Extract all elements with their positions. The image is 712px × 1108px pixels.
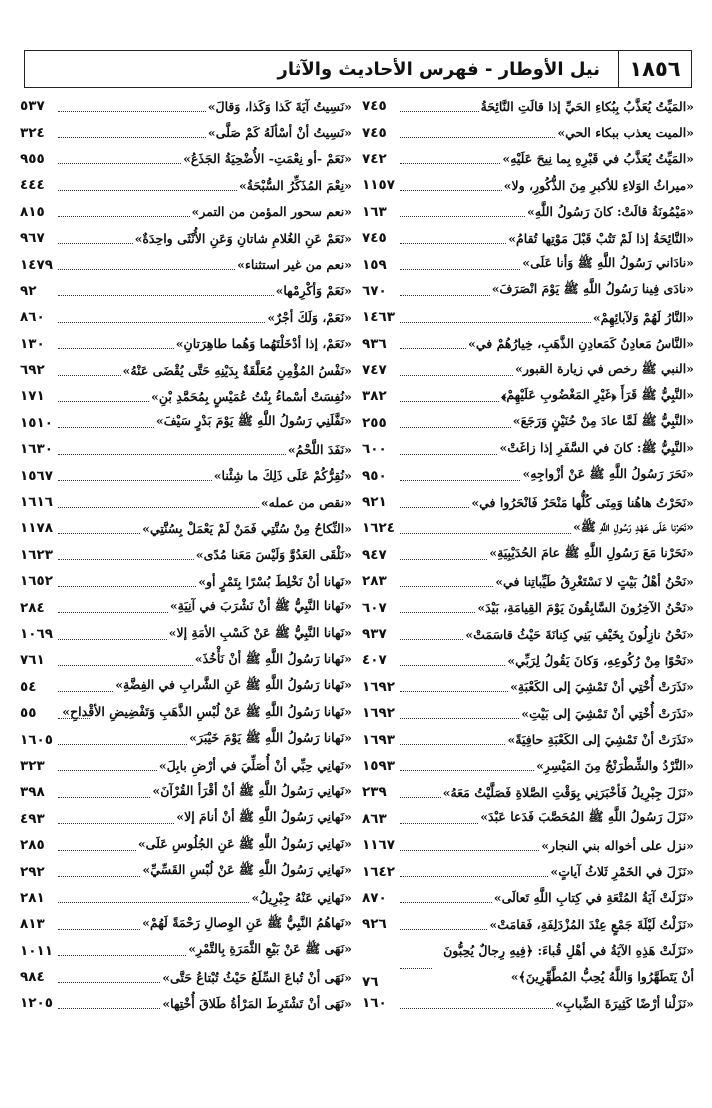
entry-page-number: ٩٨٤: [20, 969, 45, 986]
leader-dots: [400, 401, 499, 402]
index-entry: [362, 542, 694, 568]
leader-dots: [58, 348, 174, 349]
entry-text: «نَزَلَ في الخَمْرِ ثَلاثُ آياتٍ»: [550, 864, 694, 880]
leader-dots: [400, 111, 479, 112]
entry-text: «نَحَرَ رَسُولُ اللَّهِ ﷺ عَنْ أزْواجِهِ»: [522, 466, 694, 482]
index-entry: [20, 225, 352, 251]
leader-dots: [58, 612, 168, 613]
leader-dots: [58, 797, 150, 798]
leader-dots: [58, 559, 194, 560]
index-entry: [20, 542, 352, 568]
entry-page-number: ١٥٩٣: [362, 757, 395, 774]
leader-dots: [400, 850, 539, 851]
leader-dots: [58, 216, 190, 217]
leader-dots: [58, 427, 154, 428]
entry-text: «نَذَرَتْ أُخْتِي أنْ تَمْشِيَ إلى بَيْتِ»: [521, 705, 694, 721]
page-number: ١٨٥٦: [618, 51, 691, 87]
entry-page-number: ١٦٣: [362, 203, 387, 220]
entry-page-number: ١٦٣٠: [20, 441, 53, 458]
entry-page-number: ٣٢٤: [20, 124, 45, 141]
entry-text: «نَحْنُ الآخِرُونَ السَّابِقُونَ يَوْمَ القِيامَةِ، بَيْدَ»: [477, 600, 694, 616]
entry-text: «نَهانِي حِبِّي أنْ أُصَلِّيَ في أرْضِ بابِلَ»: [158, 758, 352, 774]
entry-page-number: ١٥١٠: [20, 414, 53, 431]
entry-text: «نَذَرَتْ أُخْتِي أنْ تَمْشِيَ إلى الكَعْبَةِ»: [510, 679, 694, 695]
entry-page-number: ٩٢: [20, 282, 37, 299]
entry-page-number: ١٦٩٣: [362, 731, 395, 748]
index-entry: [362, 858, 694, 884]
entry-page-number: ١٦٥٢: [20, 573, 53, 590]
leader-dots: [400, 454, 497, 455]
entry-page-number: ٤٩٣: [20, 810, 45, 827]
entry-page-number: ٨١٣: [20, 916, 45, 933]
entry-text: «نَفَدَ اللَّحْمُ»: [287, 441, 352, 457]
index-entry: [20, 410, 352, 436]
entry-page-number: ٨٦٠: [20, 309, 45, 326]
entry-text: «نعم من غير استثناء»: [237, 257, 352, 273]
index-entry: [362, 674, 694, 700]
index-entry: [362, 357, 694, 383]
leader-dots: [58, 295, 274, 296]
index-entry: [20, 489, 352, 515]
entry-page-number: ٩٥٠: [362, 467, 387, 484]
leader-dots: [400, 375, 513, 376]
index-entry: [362, 436, 694, 462]
index-entry: [362, 304, 694, 330]
entry-text: «النَّبِيُّ ﷺ لَمَّا عادَ مِنْ حُنَيْنٍ وَرَجَعَ»: [512, 413, 694, 429]
index-entry: [20, 383, 352, 409]
entry-text: «المَيِّتُ يُعَذَّبُ بِبُكاءِ الحَيِّ إذا قالَتِ النَّائِحَةُ: [480, 98, 694, 114]
entry-text: «نَهَى ﷺ عَنْ بَيْعِ الثَّمَرَةِ بِالتَّمْرِ»: [188, 941, 352, 957]
entry-text: «نَزَلَتْ آيَةُ المُتْعَةِ في كِتابِ اللَّهِ تَعالَى»: [493, 890, 694, 906]
index-entry: [362, 726, 694, 752]
entry-text: «النَّائِحَةُ إذا لَمْ تَتُبْ قَبْلَ مَوْتِها تُقامُ»: [508, 230, 694, 246]
index-entry: [362, 146, 694, 172]
entry-page-number: ٨٧٠: [362, 889, 387, 906]
index-entry: [20, 911, 352, 937]
index-entry: [20, 858, 352, 884]
index-entry: [20, 674, 352, 700]
leader-dots: [400, 639, 463, 640]
leader-dots: [58, 850, 136, 851]
entry-page-number: ١٦٢٣: [20, 546, 53, 563]
entry-text: «نُقِرُّكُمْ عَلَى ذَلِكَ ما شِئْنا»: [213, 468, 352, 484]
index-entry: [20, 568, 352, 594]
entry-text: «نَهانا أنْ نَخْلِطَ بُسْرًا بِتَمْرٍ أو»: [198, 573, 352, 589]
entry-page-number: ٩٣٧: [362, 626, 387, 642]
leader-dots: [400, 480, 520, 481]
entry-text: «نَزَلَتْ هَذِهِ الآيَةُ في أهْلِ قُباءَ: ﴿فِيهِ رِجالٌ يُحِبُّونَ أنْ يَتَطَهَّرُوا وَاللَّهُ يُحِبُّ المُطَّهِّرِينَ﴾»: [443, 943, 694, 985]
entry-text: «نَعَمْ عَنِ الغُلامِ شاتانِ وَعَنِ الأُنْثَى واحِدَةٌ»: [134, 230, 352, 246]
index-entry: [362, 199, 694, 225]
entry-text: «نَفْسُ المُؤْمِنِ مُعَلَّقَةٌ بِدَيْنِهِ حَتَّى يُقْضَى عَنْهُ»: [122, 362, 352, 378]
entry-page-number: ١٦٢٤: [362, 520, 395, 537]
entry-page-number: ٩٢٦: [362, 916, 387, 933]
leader-dots: [400, 533, 571, 534]
entry-page-number: ٢٨٤: [20, 599, 45, 616]
index-entry: [20, 199, 352, 225]
entry-page-number: ٣٩٨: [20, 784, 45, 801]
leader-dots: [400, 797, 441, 798]
entry-text: «نَذَرَتْ أنْ تَمْشِيَ إلى الكَعْبَةِ حافِيَةً»: [507, 732, 694, 748]
index-entry: [20, 621, 352, 647]
index-entry: [362, 489, 694, 515]
index-entry: [362, 806, 694, 832]
entry-text: «النِّكاحُ مِنْ سُنَّتِي فَمَنْ لَمْ يَعْمَلْ بِسُنَّتِي»: [142, 520, 352, 536]
entry-page-number: ٨٦٣: [362, 810, 387, 827]
index-entry: [20, 119, 352, 145]
leader-dots: [400, 137, 555, 138]
entry-page-number: ٧٤٥: [362, 124, 387, 141]
leader-dots: [400, 770, 534, 771]
entry-text: «نَعَمْ، وَلَكَ أجْرٌ»: [267, 309, 352, 325]
index-column-right: [362, 93, 694, 1017]
entry-page-number: ٢٥٥: [362, 414, 387, 431]
leader-dots: [400, 322, 591, 323]
leader-dots: [58, 823, 174, 824]
leader-dots: [58, 718, 90, 719]
index-entry: [362, 753, 694, 779]
entry-text: «نَهانا النَّبِيُّ ﷺ أنْ نَشْرَبَ في آنِيَةِ»: [169, 598, 352, 614]
entry-text: «المَيِّتُ يُعَذَّبُ في قَبْرِهِ بِما نِيحَ عَلَيْهِ»: [502, 151, 694, 167]
entry-page-number: ١٣٠: [20, 335, 45, 352]
entry-page-number: ٧٤٢: [362, 150, 387, 167]
index-entry: [20, 331, 352, 357]
index-entry: [20, 832, 352, 858]
leader-dots: [400, 559, 487, 560]
index-entry: [20, 938, 352, 964]
index-entry: [20, 885, 352, 911]
index-entry: [362, 515, 694, 541]
entry-page-number: ٧٤٧: [362, 362, 387, 379]
leader-dots: [58, 876, 140, 877]
entry-text: «نَهَى أنْ تُباعَ السِّلَعُ حَيْثُ تُبْتاعُ حَتَّى»: [162, 969, 352, 985]
entry-page-number: ١٦٩٢: [362, 705, 395, 722]
leader-dots: [400, 295, 490, 296]
leader-dots: [58, 955, 186, 956]
leader-dots: [400, 612, 475, 613]
leader-dots: [58, 137, 206, 138]
entry-page-number: ٦٩٢: [20, 362, 45, 379]
index-entry: [20, 172, 352, 198]
entry-page-number: ٢٩٢: [20, 863, 45, 880]
index-entry: [362, 700, 694, 726]
index-entry: [20, 594, 352, 620]
index-entry: [20, 304, 352, 330]
index-entry: [20, 278, 352, 304]
entry-page-number: ٥٥: [20, 705, 37, 722]
page-title: نيل الأوطار - فهرس الأحاديث والآثار: [277, 58, 600, 80]
index-entry: [20, 93, 352, 119]
index-entry: [362, 383, 694, 409]
entry-text: «نَعَمْ وَأكْرِمْها»: [275, 283, 352, 299]
entry-text: «نَهانِي رَسُولُ اللَّهِ ﷺ أنْ أنامَ إلا»: [176, 809, 352, 825]
index-entry: [20, 515, 352, 541]
entry-text: «نَهانِي رَسُولُ اللَّهِ ﷺ أنْ أقْرَأ القُرْآنَ»: [152, 782, 352, 798]
entry-page-number: ٩٢١: [362, 494, 387, 511]
index-entry: [362, 832, 694, 858]
leader-dots: [58, 243, 133, 244]
entry-text: «نَهَى أنْ تَشْتَرِطَ المَرْأةُ طَلاقَ أُخْتِها»: [162, 995, 352, 1011]
index-entry: [362, 410, 694, 436]
index-entry: [362, 911, 694, 937]
index-entry: [20, 700, 352, 726]
index-entry: [362, 278, 694, 304]
index-entry: [362, 251, 694, 277]
entry-text: «النَّبِيُّ ﷺ قَرَأَ ﴿غَيْرِ المَغْضُوبِ عَلَيْهِمْ﴾: [501, 386, 694, 402]
leader-dots: [400, 269, 520, 270]
entry-text: «نَحَرْنا عَلَى عَهْدِ رَسُولِ اللَّهِ ﷺ»: [572, 518, 694, 534]
index-entry: [20, 964, 352, 990]
leader-dots: [58, 375, 121, 376]
entry-text: «نَحْنُ نازِلُونَ بِخَيْفِ بَنِي كِنانَةَ حَيْثُ قاسَمَتْ»: [465, 626, 694, 642]
entry-text: «نِعْمَ المُذَكِّرُ السُّبْحَةُ»: [238, 177, 352, 193]
leader-dots: [58, 586, 196, 587]
entry-page-number: ٢٨١: [20, 889, 45, 906]
index-entry: [20, 726, 352, 752]
entry-page-number: ٩٥٥: [20, 150, 45, 167]
entry-page-number: ٨١٥: [20, 203, 45, 220]
index-entry: [20, 806, 352, 832]
entry-text: «نُفِسَتْ أسْماءُ بِنْتُ عُمَيْسٍ بِمُحَمَّدِ بْنِ»: [151, 388, 352, 404]
index-column-left: [20, 93, 352, 1017]
leader-dots: [58, 507, 259, 508]
entry-page-number: ١٥٩: [362, 256, 387, 273]
leader-dots: [400, 586, 493, 587]
entry-text: «نَزَلْتُ لَيْلَةَ جَمْعٍ عِنْدَ المُزْدَلِفَةِ، فَقامَتْ»: [489, 916, 694, 932]
index-entry: [20, 753, 352, 779]
entry-text: «نَحْوًا مِنْ رُكُوعِهِ، وَكانَ يَقُولُ لِرَبِّي»: [507, 652, 694, 668]
leader-dots: [400, 507, 469, 508]
index-entry: [20, 647, 352, 673]
index-entry: [362, 621, 694, 647]
entry-text: «مَيْمُونَةُ قالَتْ: كانَ رَسُولُ اللَّهِ»: [527, 204, 694, 220]
entry-text: «نعم سحور المؤمن من التمر»: [191, 204, 352, 220]
entry-text: «النبي ﷺ رخص في زيارة القبور»: [515, 360, 694, 376]
entry-text: «نَهانِي عَنْهُ جِبْرِيلُ»: [251, 890, 352, 906]
entry-text: «الميت يعذب ببكاء الحي»: [557, 125, 694, 141]
entry-page-number: ٩٤٧: [362, 546, 387, 563]
leader-dots: [58, 454, 286, 455]
leader-dots: [400, 902, 492, 903]
index-entry: [20, 251, 352, 277]
entry-text: «نَزَلْنا أرْضًا كَثِيرَةَ الضِّبابِ»: [555, 995, 694, 1011]
leader-dots: [58, 929, 140, 930]
entry-text: «النَّاسُ مَعادِنُ كَمَعادِنِ الذَّهَبِ، خِيارُهُمْ في»: [468, 336, 694, 352]
index-entry: [20, 357, 352, 383]
leader-dots: [400, 190, 502, 191]
leader-dots: [400, 929, 487, 930]
leader-dots: [400, 1008, 553, 1009]
entry-text: «نَهانا رَسُولُ اللَّهِ ﷺ يَوْمَ خَيْبَرَ»: [189, 730, 352, 746]
entry-page-number: ١٥٦٧: [20, 467, 53, 484]
entry-page-number: ٣٢٣: [20, 757, 45, 774]
entry-text: «نَهانِي رَسُولُ اللَّهِ ﷺ عَنْ لُبْسِ القَسِّيِّ»: [142, 862, 352, 878]
index-entry: [362, 594, 694, 620]
index-entry: [20, 436, 352, 462]
entry-page-number: ٧٦: [362, 974, 379, 991]
index-entry: [362, 462, 694, 488]
leader-dots: [58, 744, 187, 745]
leader-dots: [400, 718, 519, 719]
leader-dots: [58, 163, 181, 164]
entry-page-number: ١٦٤٢: [362, 863, 395, 880]
entry-page-number: ١٦٠٥: [20, 731, 53, 748]
index-entry: [362, 885, 694, 911]
entry-text: «نادَى فِينا رَسُولُ اللَّهِ ﷺ يَوْمَ انْصَرَفَ»: [491, 281, 694, 297]
entry-text: «نَعَمْ -أو نِعْمَتِ- الأُضْحِيَةُ الجَذَعُ»: [183, 151, 352, 167]
index-entry: [362, 938, 694, 991]
entry-text: «نَهاهُمُ النَّبِيُّ ﷺ عَنِ الوِصالِ رَحْمَةً لَهُمْ»: [142, 914, 352, 930]
leader-dots: [400, 744, 505, 745]
entry-page-number: ١٦٠: [362, 995, 387, 1012]
entry-page-number: ١٤٧٩: [20, 256, 53, 273]
entry-page-number: ٢٨٣: [362, 573, 387, 590]
entry-text: «نَهانا رَسُولُ اللَّهِ ﷺ عَنْ لُبْسِ الذَّهَبِ وَتَفْضِيضِ الأقْداحِ»: [62, 703, 352, 719]
index-entry: [362, 647, 694, 673]
leader-dots: [58, 322, 265, 323]
entry-page-number: ٢٨٥: [20, 837, 45, 854]
leader-dots: [400, 968, 432, 969]
entry-page-number: ١٤٦٣: [362, 309, 395, 326]
index-entry: [362, 172, 694, 198]
entry-text: «ميراثُ الوَلاءِ للأكبرِ مِنَ الذُّكُورِ، ولا»: [503, 177, 694, 193]
entry-text: «نزل على أخواله بني النجار»: [541, 837, 694, 853]
entry-page-number: ٥٣٧: [20, 98, 45, 115]
leader-dots: [400, 163, 500, 164]
index-entry: [20, 779, 352, 805]
entry-page-number: ١٦٩٢: [362, 678, 395, 695]
entry-page-number: ١١٧٨: [20, 520, 53, 537]
entry-text: «نَهانا رَسُولُ اللَّهِ ﷺ أنْ نَأْخُذَ»: [194, 650, 352, 666]
index-entry: [362, 568, 694, 594]
index-entry: [20, 462, 352, 488]
leader-dots: [58, 269, 235, 270]
entry-text: «نَسِيتُ أنْ أسْألَهُ كَمْ صَلَّى»: [207, 125, 352, 141]
entry-text: «نَهانا رَسُولُ اللَّهِ ﷺ عَنِ الشَّرابِ في الفِضَّةِ»: [115, 677, 352, 693]
entry-page-number: ١٠٦٩: [20, 626, 53, 642]
leader-dots: [400, 876, 548, 877]
entry-page-number: ٤٠٧: [362, 652, 387, 669]
entry-text: «نَحْنُ أهْلُ بَيْتٍ لا نَسْتَغْرِقُ طَيِّباتِنا في»: [495, 573, 694, 589]
index-entry: [362, 225, 694, 251]
entry-page-number: ٦٠٠: [362, 441, 387, 458]
entry-page-number: ٤٤٤: [20, 177, 45, 194]
index-entry: [362, 119, 694, 145]
index-entry: [362, 779, 694, 805]
leader-dots: [58, 533, 140, 534]
entry-page-number: ٧٤٥: [362, 230, 387, 247]
entry-page-number: ٦٧٠: [362, 282, 387, 299]
entry-page-number: ٢٣٩: [362, 784, 387, 801]
leader-dots: [58, 111, 206, 112]
leader-dots: [58, 770, 157, 771]
entry-page-number: ٧٦١: [20, 652, 45, 669]
entry-text: «النَّرْدُ والشِّطْرَنْجُ مِنَ المَيْسِرِ»: [536, 758, 694, 774]
entry-page-number: ٥٤: [20, 678, 37, 695]
entry-page-number: ٦٠٧: [362, 599, 387, 616]
page-header: [24, 50, 692, 88]
entry-page-number: ١٦١٦: [20, 494, 53, 511]
index-entry: [362, 331, 694, 357]
leader-dots: [58, 401, 149, 402]
entry-text: «النَّارُ لَهُمْ وَلآبائِهِمْ»: [592, 309, 694, 325]
index-entry: [362, 93, 694, 119]
entry-text: «نَسِيتُ آيَةَ كَذا وَكَذا، وَقالَ»: [207, 98, 352, 114]
leader-dots: [58, 1008, 160, 1009]
leader-dots: [58, 982, 160, 983]
leader-dots: [400, 823, 478, 824]
entry-text: «نَعَمْ، إذا أدْخَلْتَهُما وَهُما طاهِرَتانِ»: [175, 336, 352, 352]
entry-text: «نَهانا النَّبِيُّ ﷺ عَنْ كَسْبِ الأمَةِ إلا»: [168, 624, 352, 640]
entry-page-number: ١١٥٧: [362, 177, 395, 194]
leader-dots: [400, 427, 511, 428]
entry-text: «نَزَلَ رَسُولُ اللَّهِ ﷺ المُحَصَّبَ فَدَعا عَبْدَ»: [480, 809, 694, 825]
entry-text: «نَفَّلَنِي رَسُولُ اللَّهِ ﷺ يَوْمَ بَدْرٍ سَيْفَ»: [155, 413, 352, 429]
leader-dots: [58, 902, 249, 903]
leader-dots: [400, 348, 466, 349]
entry-text: «نقص من عمله»: [260, 494, 352, 510]
entry-text: «نَحَرْتُ هاهُنا وَمِنَى كُلُّها مَنْحَرٌ فَانْحَرُوا في»: [471, 494, 694, 510]
entry-page-number: ١١٦٧: [362, 837, 395, 854]
entry-page-number: ٧٤٥: [362, 98, 387, 115]
leader-dots: [58, 480, 212, 481]
leader-dots: [58, 665, 193, 666]
entry-page-number: ١٢٠٥: [20, 995, 53, 1012]
entry-text: «نَلْقَى العَدُوَّ وَلَيْسَ مَعَنا مُدًى»: [195, 547, 352, 563]
leader-dots: [400, 216, 525, 217]
leader-dots: [400, 665, 505, 666]
index-entry: [362, 990, 694, 1016]
leader-dots: [400, 243, 506, 244]
leader-dots: [400, 691, 508, 692]
entry-page-number: ٩٦٧: [20, 230, 45, 247]
entry-page-number: ١٧١: [20, 388, 45, 405]
entry-page-number: ٣٨٢: [362, 388, 387, 405]
entry-page-number: ٩٣٦: [362, 335, 387, 352]
leader-dots: [58, 190, 237, 191]
entry-text: «نَهانِي رَسُولُ اللَّهِ ﷺ عَنِ الجُلُوسِ عَلَى»: [137, 835, 352, 851]
entry-text: «نَحَرْنا مَعَ رَسُولِ اللَّهِ ﷺ عامَ الحُدَيْبِيَةِ»: [489, 545, 694, 561]
entry-page-number: ١٠١١: [20, 942, 53, 959]
entry-text: «النَّبِيُّ ﷺ: كانَ في السَّفَرِ إذا زاغَتْ»: [499, 439, 694, 455]
index-entry: [20, 990, 352, 1016]
entry-text: «نَزَلَ جِبْرِيلُ فَأخْبَرَنِي بِوَقْتِ الصَّلاةِ فَصَلَّيْتُ مَعَهُ»: [442, 784, 694, 800]
entry-text: «نادَاني رَسُولُ اللَّهِ ﷺ وَأنا عَلَى»: [522, 255, 694, 271]
leader-dots: [58, 691, 113, 692]
index-entry: [20, 146, 352, 172]
leader-dots: [58, 639, 167, 640]
